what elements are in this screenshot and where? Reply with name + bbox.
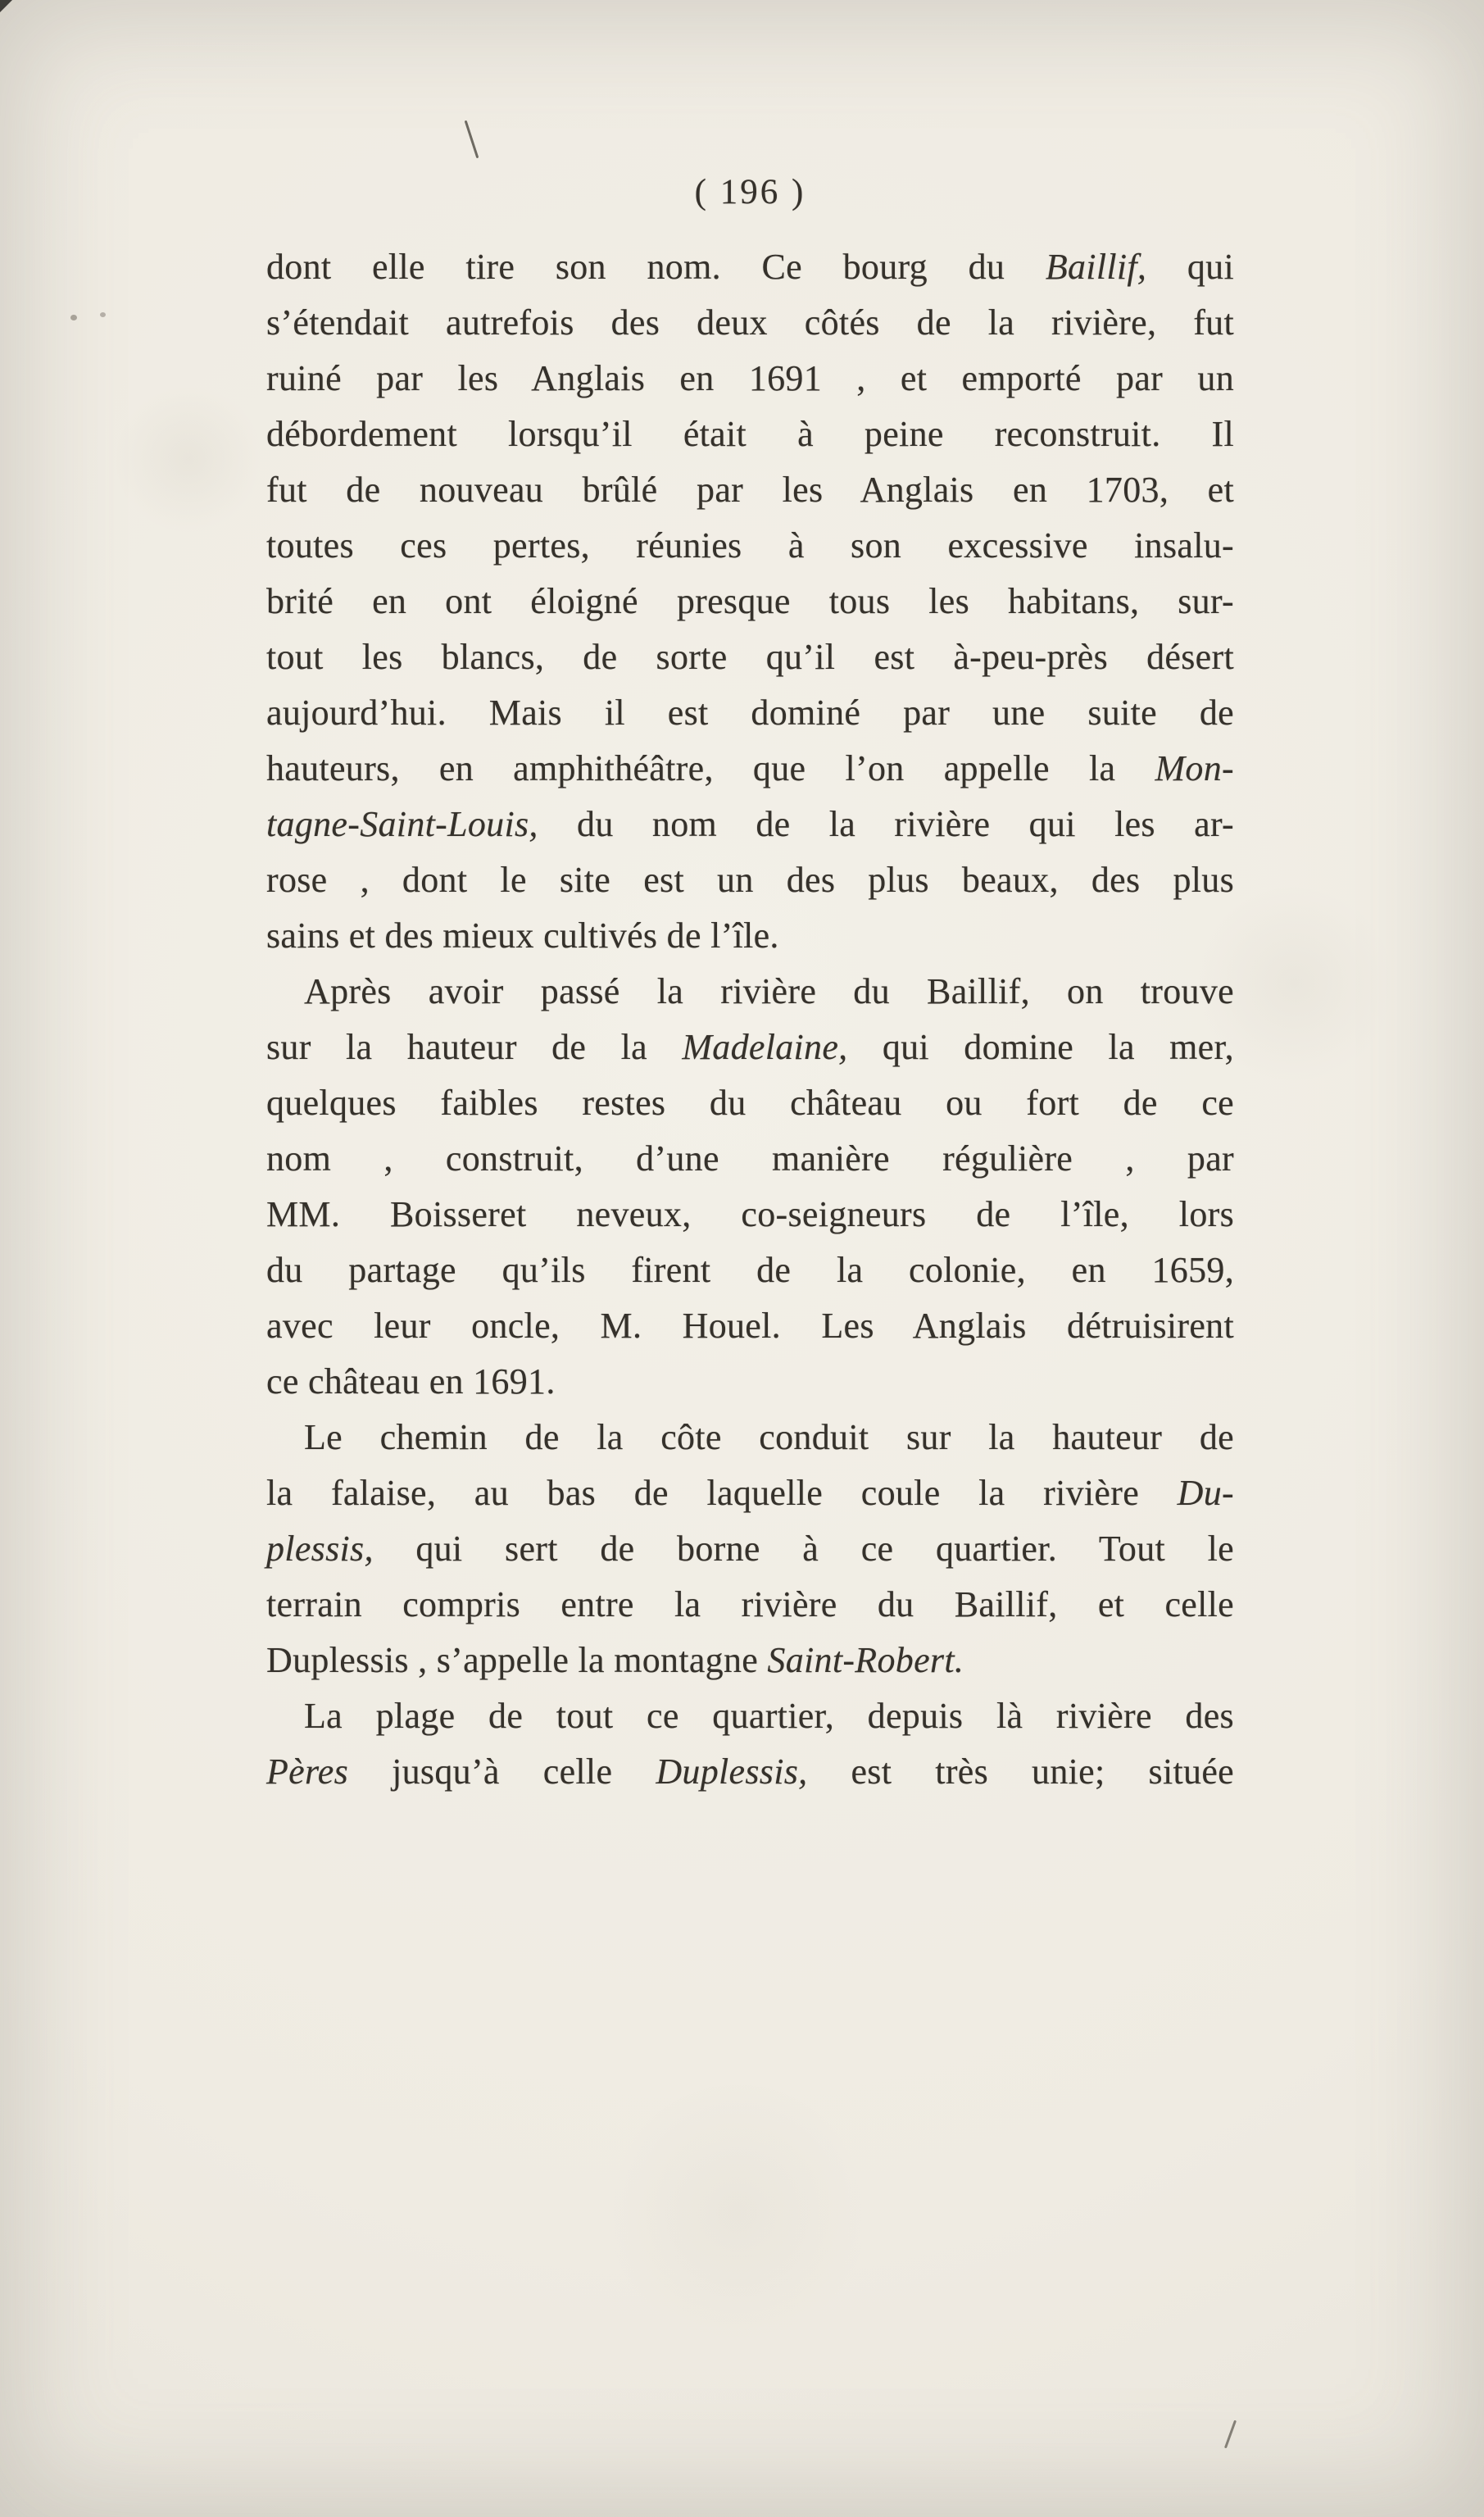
scan-stray-mark-bottom [1224, 2420, 1237, 2449]
text-line [266, 1465, 1234, 1521]
text-line [266, 852, 1234, 908]
text-line [266, 1688, 1234, 1744]
text-line [266, 1410, 1234, 1465]
italic-text-segment: Pères [266, 1751, 349, 1792]
text-segment: ruiné par les Anglais en 1691 , et emporté par un [266, 358, 1234, 398]
text-line [266, 1075, 1234, 1131]
text-line [266, 407, 1234, 462]
text-segment: ce château en 1691. [266, 1361, 556, 1402]
text-segment: qui sert de borne à ce quartier. Tout le [373, 1529, 1234, 1569]
text-line [266, 964, 1234, 1020]
text-line [266, 1187, 1234, 1243]
text-line [266, 295, 1234, 351]
text-line [266, 518, 1234, 574]
text-line [266, 629, 1234, 685]
text-segment: hauteurs, en amphithéâtre, que l’on appelle la [266, 748, 1155, 788]
text-segment: du partage qu’ils firent de la colonie, en 1659, [266, 1250, 1234, 1290]
page-number: ( 196 ) [694, 173, 806, 211]
text-line [266, 908, 1234, 964]
text-line [266, 1354, 1234, 1410]
text-line [266, 1744, 1234, 1800]
text-segment: est très unie; située [807, 1751, 1234, 1792]
text-segment: la falaise, au bas de laquelle coule la rivière [266, 1473, 1178, 1513]
text-line [266, 797, 1234, 852]
text-segment: qui domine la mer, [847, 1027, 1234, 1067]
text-segment: rose , dont le site est un des plus beaux, des plus [266, 860, 1234, 900]
text-line [266, 1298, 1234, 1354]
text-segment: avec leur oncle, M. Houel. Les Anglais détruisirent [266, 1306, 1234, 1346]
text-segment: aujourd’hui. Mais il est dominé par une suite de [266, 693, 1234, 733]
text-line [266, 239, 1234, 295]
text-segment: qui [1146, 247, 1234, 287]
text-segment: Après avoir passé la rivière du Baillif, on trouve [304, 971, 1234, 1011]
scan-stray-mark-top [465, 120, 479, 159]
text-segment: s’étendait autrefois des deux côtés de la rivière, fut [266, 302, 1234, 343]
text-segment: quelques faibles restes du château ou fort de ce [266, 1083, 1234, 1123]
text-segment: Duplessis , s’appelle la montagne [266, 1640, 768, 1680]
text-segment: toutes ces pertes, réunies à son excessive insalu- [266, 525, 1234, 566]
text-line [266, 1131, 1234, 1187]
italic-text-segment: Duplessis, [656, 1751, 808, 1792]
text-line [266, 1521, 1234, 1577]
text-line [266, 1020, 1234, 1075]
text-block [266, 239, 1234, 1800]
italic-text-segment: Du- [1177, 1473, 1234, 1513]
text-segment: tout les blancs, de sorte qu’il est à-peu-près désert [266, 637, 1234, 677]
text-segment: terrain compris entre la rivière du Baillif, et celle [266, 1584, 1234, 1624]
text-line [266, 685, 1234, 741]
text-line [266, 1633, 1234, 1688]
text-segment: sains et des mieux cultivés de l’île. [266, 915, 779, 956]
text-segment: du nom de la rivière qui les ar- [538, 804, 1234, 844]
ink-dot [100, 312, 106, 317]
text-segment: Le chemin de la côte conduit sur la hauteur de [304, 1417, 1234, 1457]
text-segment: jusqu’à celle [348, 1751, 656, 1792]
italic-text-segment: Mon- [1155, 748, 1234, 788]
text-segment: La plage de tout ce quartier, depuis là rivière des [304, 1696, 1234, 1736]
text-segment: fut de nouveau brûlé par les Anglais en 1703, et [266, 470, 1234, 510]
text-segment: sur la hauteur de la [266, 1027, 683, 1067]
italic-text-segment: Madelaine, [682, 1027, 848, 1067]
text-line [266, 1243, 1234, 1298]
text-segment: brité en ont éloigné presque tous les habitans, sur- [266, 581, 1234, 621]
text-segment: dont elle tire son nom. Ce bourg du [266, 247, 1046, 287]
text-line [266, 1577, 1234, 1633]
italic-text-segment: plessis, [266, 1529, 374, 1569]
italic-text-segment: Baillif, [1045, 247, 1147, 287]
text-line [266, 351, 1234, 407]
ink-dot [70, 315, 77, 320]
text-line [266, 462, 1234, 518]
italic-text-segment: Saint-Robert. [767, 1640, 964, 1680]
text-segment: débordement lorsqu’il était à peine reconstruit. Il [266, 414, 1234, 454]
text-segment: nom , construit, d’une manière régulière , par [266, 1138, 1234, 1179]
text-line [266, 574, 1234, 629]
text-segment: MM. Boisseret neveux, co-seigneurs de l’île, lors [266, 1194, 1234, 1234]
text-line [266, 741, 1234, 797]
scan-corner-mark [0, 0, 12, 12]
italic-text-segment: tagne-Saint-Louis, [266, 804, 538, 844]
